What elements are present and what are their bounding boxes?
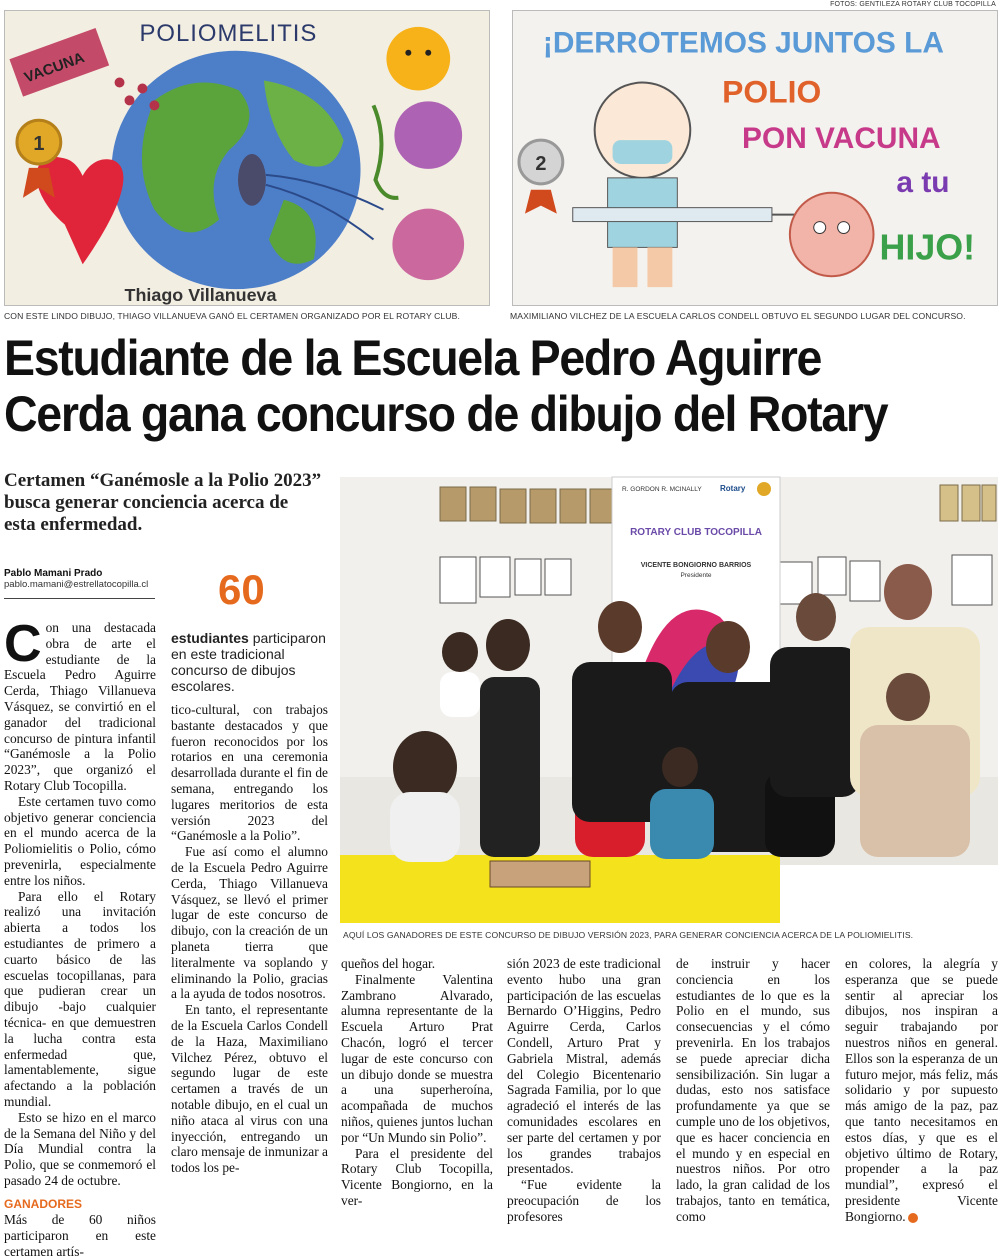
drawing-vaccine-label: VACUNA xyxy=(22,50,87,87)
paragraph: queños del hogar. xyxy=(341,956,436,971)
virus-drawing xyxy=(392,209,464,281)
author-name: Pablo Mamani Prado xyxy=(4,568,103,579)
paragraph: Para el presidente del Rotary Club Tocopilla, Vicente Bongiorno, en la ver- xyxy=(341,1145,493,1208)
banner-title: ROTARY CLUB TOCOPILLA xyxy=(630,527,762,538)
banner-role: Presidente xyxy=(680,572,712,579)
paragraph: Finalmente Valentina Zambrano Alvarado, alumna representante de la Escuela Arturo Prat Chacón, logró el tercer lugar de este concurso con un dibujo donde se muestra a una superheroína, acompañada de muchos niños, quienes juntos luchan por “Un Mundo sin Polio”. xyxy=(341,971,493,1145)
end-of-article-icon xyxy=(908,1213,918,1223)
paragraph: sión 2023 de este tradicional evento hubo una gran participación de las escuelas Bernardo O’Higgins, Pedro Aguirre Cerda, Carlos Condell, Arturo Prat y Gabriela Mistral, además del Colegio Bicentenario Sagrada Familia, por lo que agradeció el interés de las comunidades escolares en ser parte del certamen y por los grandes trabajos presentados. xyxy=(507,956,661,1177)
paragraph: en colores, la alegría y esperanza que se puede sentir al apreciar los dibujos, nos inspiran a seguir trabajando por nuestros niños en general. Ellos son la esperanza de un futuro mejor, más feliz, más solidario y por supuesto más amigo de la paz, paz que tanto necesitamos en estos días, y que es el objetivo último de Rotary, propender a la paz mundial”, expresó el presidente Vicente Bongiorno. xyxy=(845,956,998,1224)
paragraph: Este certamen tuvo como objetivo generar conciencia en el mundo acerca de la Poliomielitis o Polio, cómo prevenirla, especialmente entre los niños. xyxy=(4,793,156,888)
medal-number: 1 xyxy=(33,133,45,156)
drawing-text-line5: HIJO! xyxy=(879,227,976,268)
drawing-text-line4: a tu xyxy=(896,165,950,199)
drawing-text-line3: PON VACUNA xyxy=(742,122,941,156)
article-column-6 xyxy=(845,956,998,1225)
author-email[interactable]: pablo.mamani@estrellatocopilla.cl xyxy=(4,579,149,590)
dropcap: C xyxy=(4,615,42,673)
paragraph: Más de 60 niños participaron en este certamen artís- xyxy=(4,1212,156,1260)
article-column-3 xyxy=(341,956,493,1209)
article-column-4 xyxy=(507,956,661,1225)
highlight-bold: estudiantes xyxy=(171,630,249,646)
medal-number: 2 xyxy=(535,152,547,175)
virus-drawing xyxy=(394,101,462,169)
paragraph: En tanto, el representante de la Escuela Carlos Condell de la Haza, Maximiliano Vilchez Pérez, obtuvo el segundo lugar de este certamen a través de un notable dibujo, en el cual un niño ataca al virus con una inyección, entregando un claro mensaje de inmunizar a todos los pe- xyxy=(171,1002,328,1176)
article-column-2 xyxy=(171,702,328,1176)
paragraph: Esto se hizo en el marco de la Semana del Niño y del Día Mundial contra la Polio, que se conmemoró el pasado 24 de octubre. xyxy=(4,1109,156,1188)
sun-drawing xyxy=(386,27,450,91)
banner-logo-text: Rotary xyxy=(720,484,746,493)
photo-caption-first-place: CON ESTE LINDO DIBUJO, THIAGO VILLANUEVA GANÓ EL CERTAMEN ORGANIZADO POR EL ROTARY CLUB. xyxy=(4,311,460,321)
drawing-text-line2: POLIO xyxy=(722,73,822,110)
drawing-photo-second-place xyxy=(512,10,998,306)
paragraph: Con una destacada obra de arte el estudiante de la Escuela Pedro Aguirre Cerda, Thiago Villanueva Vásquez, se convirtió en el ganador del tradicional concurso de pintura infantil “Ganémosle a la Polio 2023”, que organizó el Rotary Club Tocopilla. xyxy=(4,615,156,793)
paragraph: tico-cultural, con trabajos bastante destacados y que fueron reconocidos por los rotarios en una ceremonia desarrollada durante el fin de semana, entregando los lugares meritorios de esta versión 2023 del “Ganémosle a la Polio”. xyxy=(171,702,328,844)
highlight-number: 60 xyxy=(218,566,265,613)
article-column-1 xyxy=(4,615,156,1260)
highlight-text xyxy=(171,630,329,694)
group-photo xyxy=(340,477,998,923)
photo-caption-second-place: MAXIMILIANO VILCHEZ DE LA ESCUELA CARLOS CONDELL OBTUVO EL SEGUNDO LUGAR DEL CONCURSO. xyxy=(510,311,966,321)
headline: Estudiante de la Escuela Pedro Aguirre Cerda gana concurso de dibujo del Rotary xyxy=(4,330,888,442)
highlight-rest: participaron en este tradicional concurso de dibujos escolares. xyxy=(171,630,326,694)
rotary-wheel-icon xyxy=(757,482,771,496)
drawing-signature: Thiago Villanueva xyxy=(124,285,277,306)
subhead-winners: GANADORES xyxy=(4,1196,83,1211)
paragraph: Fue así como el alumno de la Escuela Pedro Aguirre Cerda, Thiago Villanueva Vásquez, se llevó el primer lugar de este concurso de dibujo, con la creación de un planeta tierra que literalmente va soplando y eliminando la Polio, gracias a la ayuda de todos nosotros. xyxy=(171,844,328,1002)
paragraph: “Fue evidente la preocupación de los profesores xyxy=(507,1177,661,1224)
drawing-photo-first-place xyxy=(4,10,490,306)
paragraph: de instruir y hacer conciencia en los estudiantes de lo que es la Polio en el mundo, sus consecuencias y el cómo prevenirla. En los trabajos se puede apreciar dicha sensibilización. Sin lugar a dudas, esto nos satisface profundamente ya que se cumple uno de los objetivos, que es hacer conciencia en el mundo y en especial en nuestros niños. Por otro lado, la gran calidad de los trabajos, tanto en temática, como xyxy=(676,956,830,1224)
drawing-title: POLIOMELITIS xyxy=(139,19,318,47)
drawing-text-line1: ¡DERROTEMOS JUNTOS LA xyxy=(542,26,944,60)
virus-drawing xyxy=(790,193,874,276)
article-column-5 xyxy=(676,956,830,1225)
paragraph: Para ello el Rotary realizó una invitación abierta a todos los estudiantes de primero a cuarto básico de las escuelas tocopillanas, para que pudieran crear un dibujo -bajo cualquier técnica- en que demuestren la lucha contra esta enfermedad que, lamentablemente, sigue afectando a la población mundial. xyxy=(4,888,156,1109)
byline xyxy=(4,568,148,590)
byline-divider xyxy=(4,598,155,599)
deck: Certamen “Ganémosle a la Polio 2023” busca generar conciencia acerca de esta enfermedad. xyxy=(4,470,322,535)
banner-header: R. GORDON R. MCINALLY xyxy=(622,486,702,493)
photo-credit: FOTOS: GENTILEZA ROTARY CLUB TOCOPILLA xyxy=(830,1,996,8)
group-photo-caption: AQUÍ LOS GANADORES DE ESTE CONCURSO DE DIBUJO VERSIÓN 2023, PARA GENERAR CONCIENCIA ACERCA DE LA POLIOMIELITIS. xyxy=(343,930,914,940)
banner-name: VICENTE BONGIORNO BARRIOS xyxy=(640,562,752,569)
